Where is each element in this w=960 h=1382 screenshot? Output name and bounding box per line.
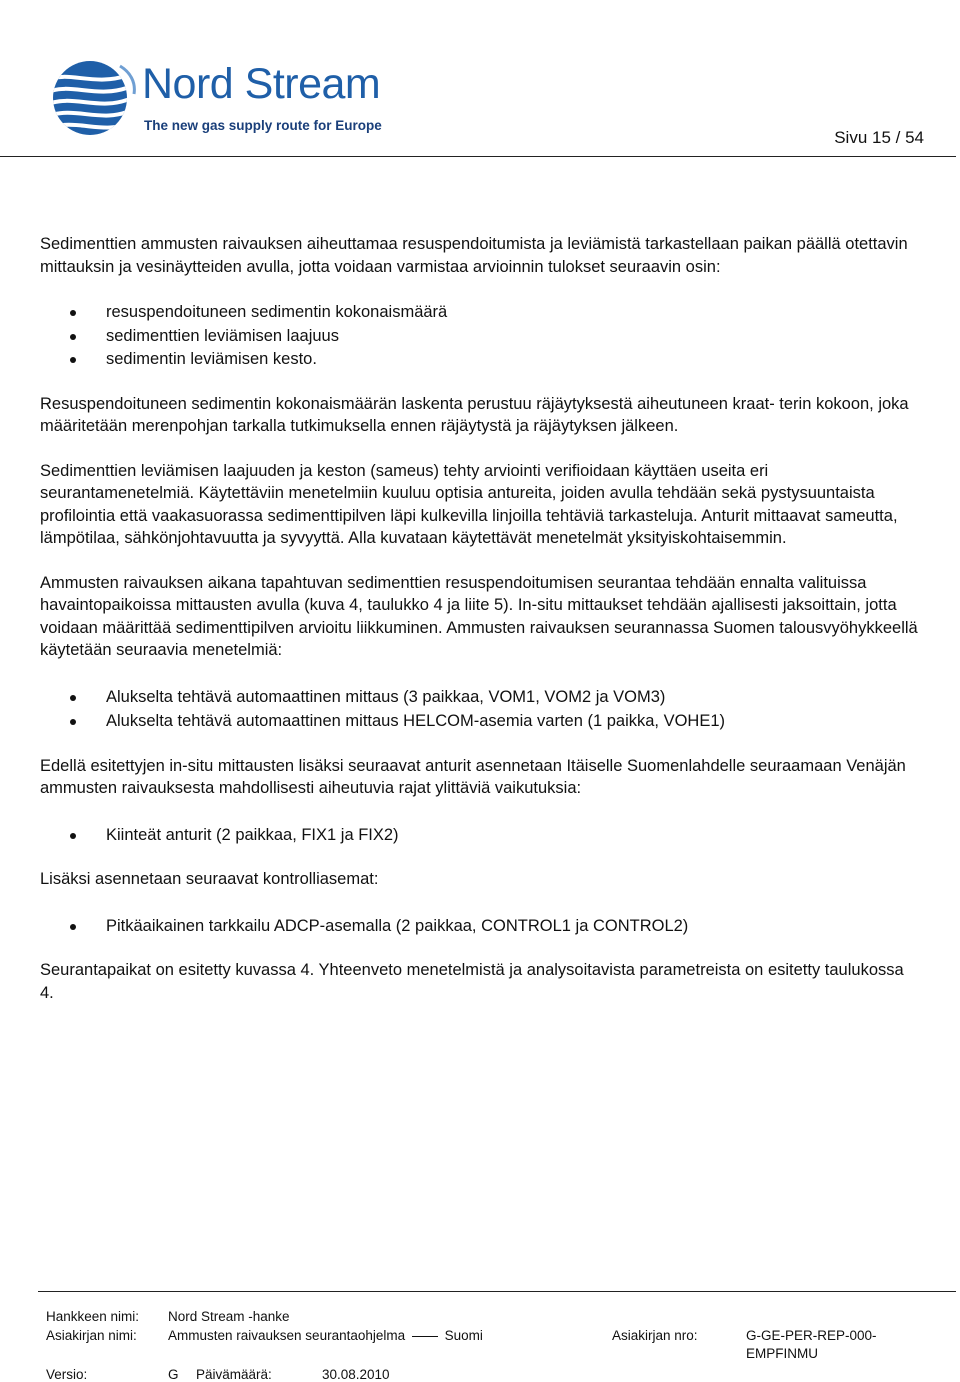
list-item: Kiinteät anturit (2 paikkaa, FIX1 ja FIX2) <box>40 824 920 847</box>
project-label: Hankkeen nimi: <box>46 1309 140 1324</box>
list-item: sedimentin leviämisen kesto. <box>40 348 920 371</box>
document-title: Ammusten raivauksen seurantaohjelma <box>168 1328 406 1343</box>
logo-wordmark: Nord Stream <box>142 60 381 108</box>
methods-list <box>40 686 920 733</box>
control-paragraph: Lisäksi asennetaan seuraavat kontrolliasemat: <box>40 870 379 888</box>
list-item: sedimenttien leviämisen laajuus <box>40 325 920 348</box>
date-value: 30.08.2010 <box>322 1367 390 1382</box>
globe-logo-icon <box>50 58 136 138</box>
version-value: G <box>168 1367 179 1382</box>
docno-value-line2: EMPFINMU <box>746 1346 818 1361</box>
project-value: Nord Stream -hanke <box>168 1309 290 1324</box>
page-number: Sivu 15 / 54 <box>834 128 924 147</box>
document-value <box>168 1328 483 1343</box>
sensors-paragraph: Edellä esitettyjen in-situ mittausten lisäksi seuraavat anturit asennetaan Itäiselle Suomenlahdelle seuraamaan Venäjän ammusten raivauksesta mahdollisesti aiheutuvia rajat ylittäviä vaikutuksia: <box>40 756 906 797</box>
methods-paragraph: Sedimenttien leviämisen laajuuden ja keston (sameus) tehty arviointi verifioidaan käyttäen useita eri seurantamenetelmiä. Käytettäviin menetelmiin kuuluu optisia antureita, joiden avulla tehdään sekä pystysuuntaista profilointia että vaakasuorassa sedimenttipilven läpi kulkevilla linjoilla tehtäviä tarkasteluja. Anturit mittaavat sameutta, lämpötilaa, sähkönjohtavuutta ja syvyyttä. Alla kuvataan käytettävät menetelmät yksityiskohtaisemmin. <box>40 461 898 547</box>
list-item: Alukselta tehtävä automaattinen mittaus (3 paikkaa, VOM1, VOM2 ja VOM3) <box>40 686 920 709</box>
resuspension-paragraph: Resuspendoituneen sedimentin kokonaismäärän laskenta perustuu räjäytyksestä aiheutuneen kraat- terin kokoon, joka määritetään merenpohjan tarkalla tutkimuksella ennen räjäytystä ja räjäytyksen jälkeen. <box>40 394 909 435</box>
document-region: Suomi <box>444 1328 483 1343</box>
list-item: resuspendoituneen sedimentin kokonaismäärä <box>40 301 920 324</box>
list-item: Pitkäaikainen tarkkailu ADCP-asemalla (2 paikkaa, CONTROL1 ja CONTROL2) <box>40 915 920 938</box>
document-label: Asiakirjan nimi: <box>46 1328 137 1343</box>
date-label: Päivämäärä: <box>196 1367 272 1382</box>
docno-label: Asiakirjan nro: <box>612 1328 698 1343</box>
docno-value-line1: G-GE-PER-REP-000- <box>746 1328 877 1343</box>
document-body <box>40 233 920 1004</box>
dash <box>412 1336 438 1337</box>
footer-divider <box>38 1291 956 1292</box>
sensors-list <box>40 824 920 847</box>
control-list <box>40 915 920 938</box>
summary-paragraph: Seurantapaikat on esitetty kuvassa 4. Yhteenveto menetelmistä ja analysoitavista parametreista on esitetty taulukossa 4. <box>40 961 904 1002</box>
version-label: Versio: <box>46 1367 88 1382</box>
monitoring-paragraph: Ammusten raivauksen aikana tapahtuvan sedimenttien resuspendoitumisen seurantaa tehdään ennalta valituissa havaintopaikoissa mittausten avulla (kuva 4, taulukko 4 ja liite 5). In-situ mittaukset tehdään ajallisesti jaksoittain, jotta voidaan määrittää sedimenttipilven arvioitu liikkuminen. Ammusten raivauksen seurannassa Suomen talousvyöhykkeellä käytetään seuraavia menetelmiä: <box>40 573 918 659</box>
intro-paragraph: Sedimenttien ammusten raivauksen aiheuttamaa resuspendoitumista ja leviämistä tarkastellaan paikan päällä otettavin mittauksin ja vesinäytteiden avulla, jotta voidaan varmistaa arvioinnin tulokset seuraavin osin: <box>40 235 908 276</box>
nord-stream-logo <box>50 58 410 138</box>
header-divider <box>0 156 956 157</box>
assessment-list <box>40 301 920 371</box>
logo-tagline: The new gas supply route for Europe <box>144 118 382 133</box>
list-item: Alukselta tehtävä automaattinen mittaus HELCOM-asemia varten (1 paikka, VOHE1) <box>40 710 920 733</box>
